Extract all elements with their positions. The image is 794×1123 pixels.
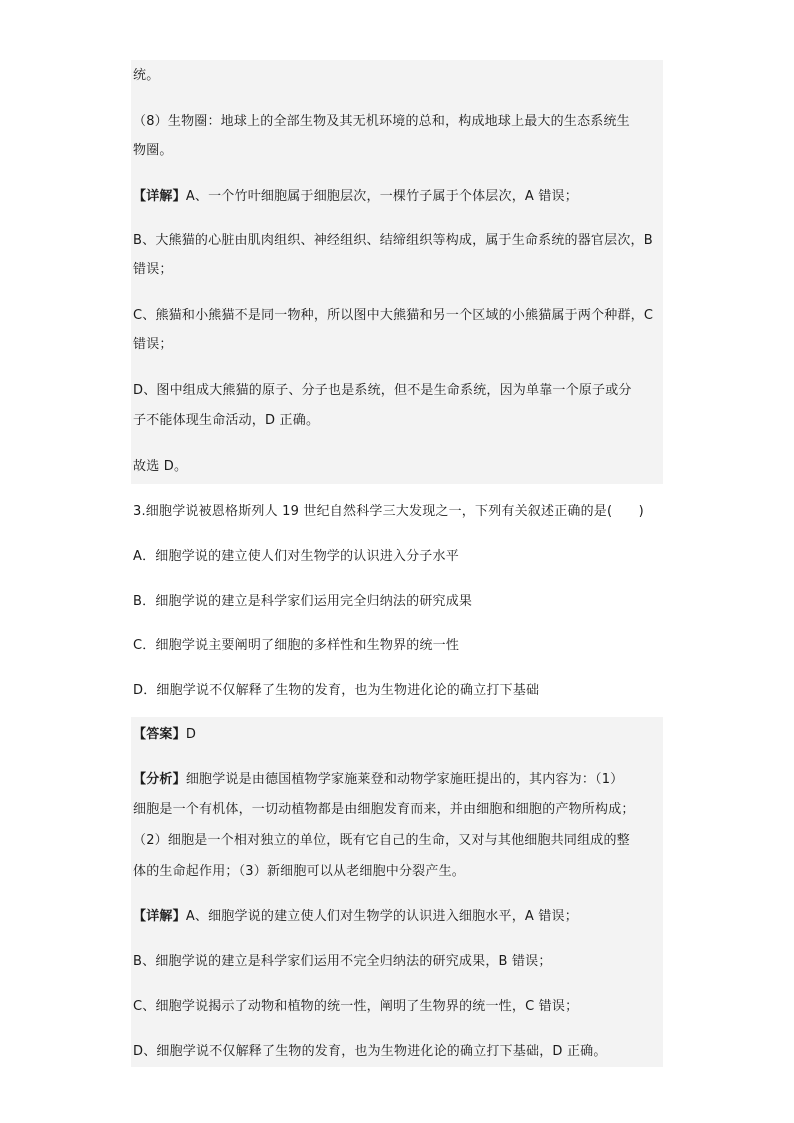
answer-label: 【答案】: [133, 727, 186, 742]
detail-text: A、细胞学说的建立使人们对生物学的认识进入细胞水平，A 错误；: [185, 909, 578, 924]
detail-paragraph: [133, 909, 578, 925]
text-line: C、细胞学说揭示了动物和植物的统一性，阐明了生物界的统一性，C 错误；: [133, 999, 579, 1014]
text-line: 错误；: [133, 262, 173, 277]
question-stem: 3.细胞学说被恩格斯列人 19 世纪自然科学三大发现之一，下列有关叙述正确的是( ): [133, 504, 644, 519]
analysis-label: 【分析】: [133, 772, 186, 787]
analysis-text: 细胞学说是由德国植物学家施莱登和动物学家施旺提出的，其内容为：（1）: [185, 772, 624, 787]
text-line: （8）生物圈：地球上的全部生物及其无机环境的总和，构成地球上最大的生态系统生: [133, 114, 630, 129]
text-line: D、图中组成大熊猫的原子、分子也是系统，但不是生命系统，因为单靠一个原子或分: [133, 383, 632, 398]
option-b: B．细胞学说的建立是科学家们运用完全归纳法的研究成果: [133, 594, 473, 609]
text-line: 统。: [133, 68, 160, 83]
text-line: D、细胞学说不仅解释了生物的发育，也为生物进化论的确立打下基础，D 正确。: [133, 1044, 607, 1059]
text-line: （2）细胞是一个相对独立的单位，既有它自己的生命，又对与其他细胞共同组成的整: [133, 833, 630, 848]
text-line: 物圈。: [133, 143, 173, 158]
text-line: 细胞是一个有机体，一切动植物都是由细胞发育而来，并由细胞和细胞的产物所构成；: [133, 802, 635, 817]
text-line: C、熊猫和小熊猫不是同一物种，所以图中大熊猫和另一个区域的小熊猫属于两个种群，C: [133, 308, 654, 323]
detail-label: 【详解】: [133, 909, 186, 924]
answer-value: D: [185, 727, 197, 742]
detail-label: 【详解】: [133, 189, 186, 204]
text-line: B、大熊猫的心脏由肌肉组织、神经组织、结缔组织等构成，属于生命系统的器官层次，B: [133, 233, 653, 248]
text-line: 子不能体现生命活动，D 正确。: [133, 413, 320, 428]
analysis-paragraph: [133, 772, 623, 788]
option-d: D．细胞学说不仅解释了生物的发育，也为生物进化论的确立打下基础: [133, 683, 540, 698]
detail-paragraph: [133, 189, 578, 205]
option-a: A．细胞学说的建立使人们对生物学的认识进入分子水平: [133, 549, 459, 564]
conclusion-line: 故选 D。: [133, 459, 188, 474]
option-c: C．细胞学说主要阐明了细胞的多样性和生物界的统一性: [133, 638, 460, 653]
detail-text: A、一个竹叶细胞属于细胞层次，一棵竹子属于个体层次，A 错误；: [185, 189, 578, 204]
text-line: 错误；: [133, 337, 173, 352]
text-line: 体的生命起作用；（3）新细胞可以从老细胞中分裂产生。: [133, 864, 465, 879]
answer-line: [133, 727, 196, 743]
text-line: B、细胞学说的建立是科学家们运用不完全归纳法的研究成果，B 错误；: [133, 954, 552, 969]
